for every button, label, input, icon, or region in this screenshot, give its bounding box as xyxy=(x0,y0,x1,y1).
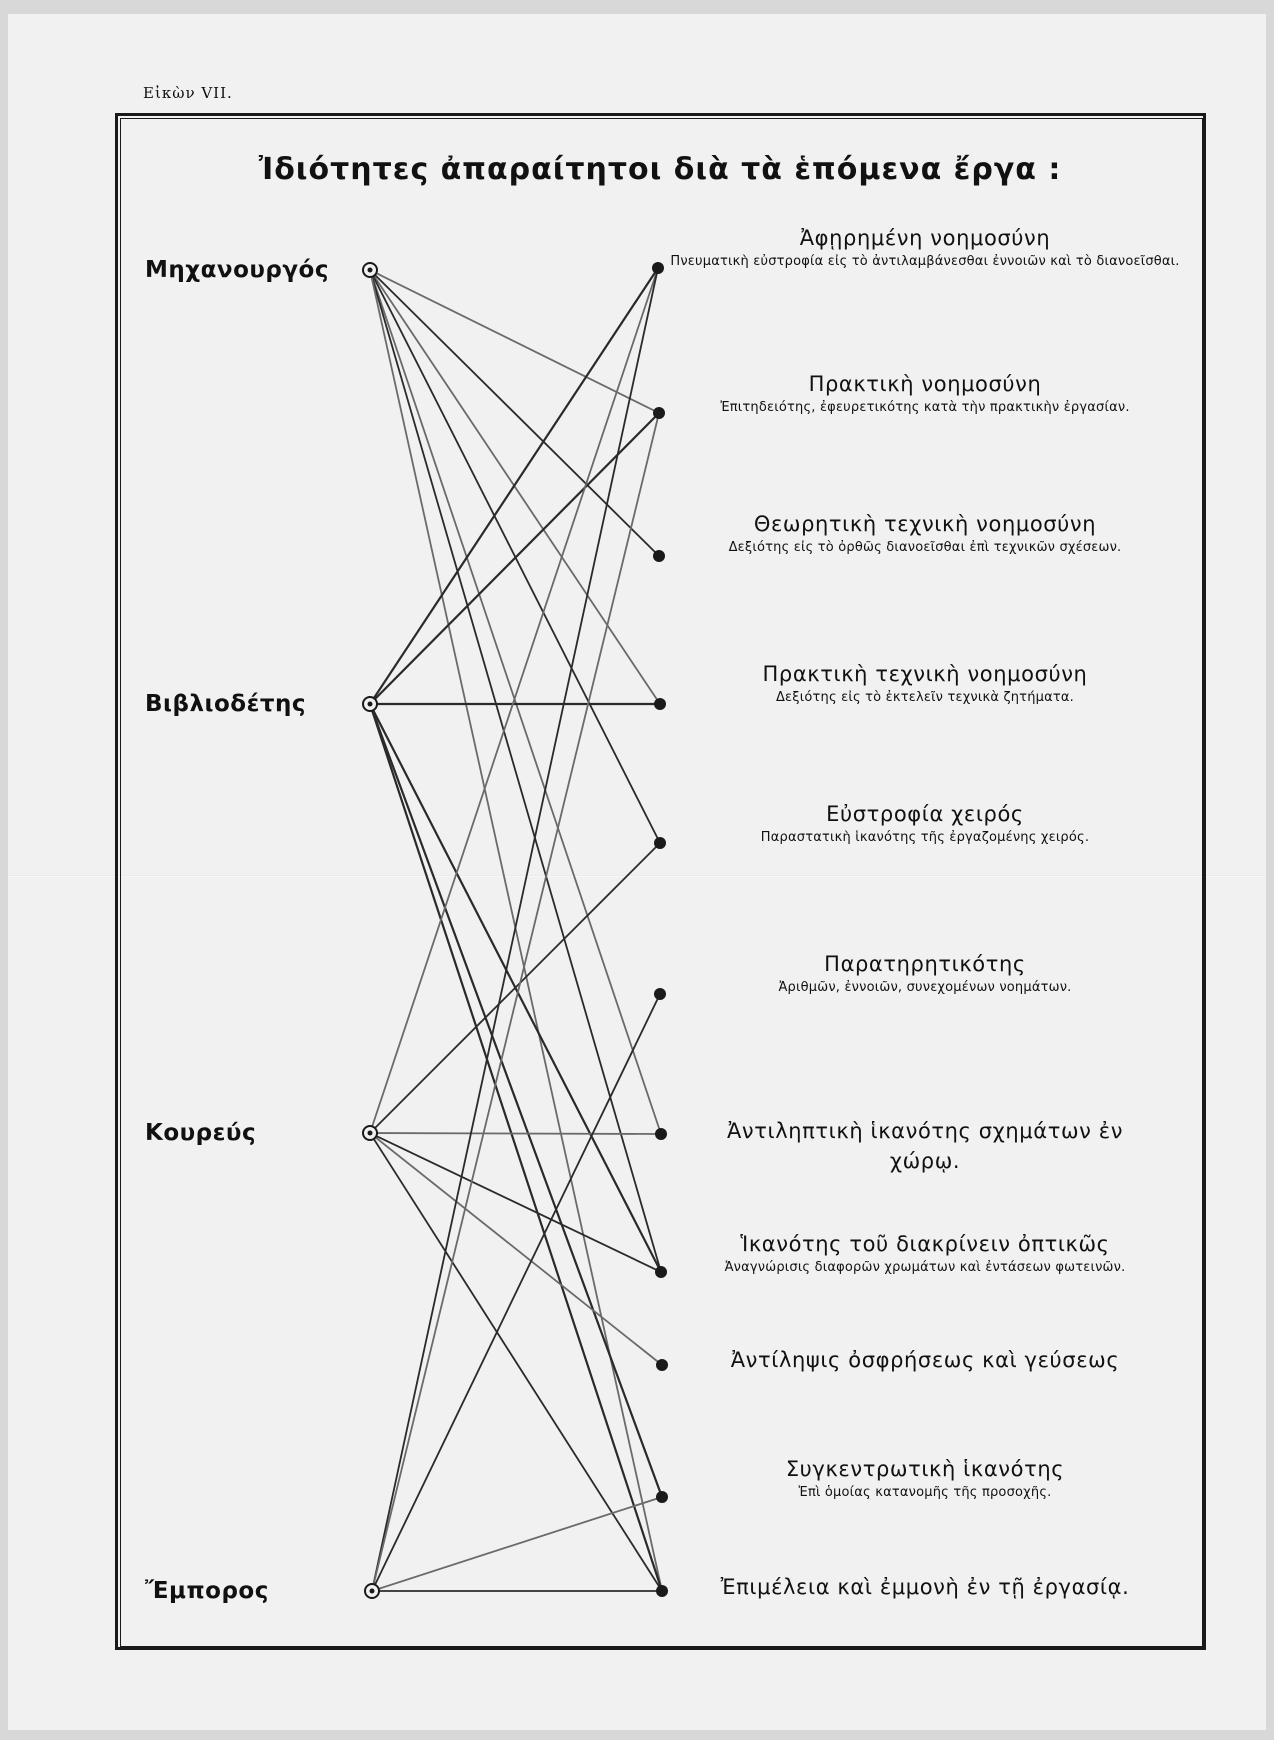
link-job-2-trait-10 xyxy=(370,1133,662,1591)
link-job-1-trait-1 xyxy=(370,413,659,704)
trait-7-desc: Ἀναγνώρισις διαφορῶν χρωμάτων καὶ ἐντάσεων φωτεινῶν. xyxy=(724,1260,1126,1275)
job-node-1 xyxy=(363,697,377,711)
trait-10-name: Ἐπιμέλεια καὶ ἐμμονὴ ἐν τῇ ἐργασίᾳ. xyxy=(720,1575,1130,1599)
trait-node-6 xyxy=(655,1128,667,1140)
trait-3-name: Πρακτικὴ τεχνικὴ νοημοσύνη xyxy=(762,662,1088,686)
trait-5-name: Παρατηρητικότης xyxy=(824,952,1026,976)
trait-node-2 xyxy=(653,550,665,562)
job-label-1: Βιβλιοδέτης xyxy=(145,691,307,717)
link-job-2-trait-4 xyxy=(370,843,660,1133)
figure-label: Εἰκὼν VII. xyxy=(143,84,233,102)
trait-node-10 xyxy=(656,1585,668,1597)
link-job-1-trait-10 xyxy=(370,704,662,1591)
trait-8-name: Ἀντίληψις ὀσφρήσεως καὶ γεύσεως xyxy=(730,1348,1120,1372)
diagram-title: Ἰδιότητες ἀπαραίτητοι διὰ τὰ ἑπόμενα ἔργα : xyxy=(258,152,1062,187)
trait-6-name: Ἀντιληπτικὴ ἱκανότης σχημάτων ἐν χώρῳ. xyxy=(726,1119,1124,1173)
trait-node-4 xyxy=(654,837,666,849)
trait-node-1 xyxy=(653,407,665,419)
job-node-0 xyxy=(363,263,377,277)
trait-9-desc: Ἐπὶ ὁμοίας κατανομῆς τῆς προσοχῆς. xyxy=(798,1485,1052,1500)
link-job-2-trait-8 xyxy=(370,1133,662,1365)
trait-0-name: Ἀφῃρημένη νοημοσύνη xyxy=(799,226,1051,250)
link-job-3-trait-9 xyxy=(372,1497,662,1591)
trait-0-desc: Πνευματικὴ εὐστροφία εἰς τὸ ἀντιλαμβάνεσθαι ἐννοιῶν καὶ τὸ διανοεῖσθαι. xyxy=(670,254,1180,269)
trait-2-name: Θεωρητικὴ τεχνικὴ νοημοσύνη xyxy=(753,512,1097,536)
trait-1-name: Πρακτικὴ νοημοσύνη xyxy=(808,372,1042,396)
trait-node-5 xyxy=(654,988,666,1000)
link-job-1-trait-9 xyxy=(370,704,662,1497)
link-job-2-trait-6 xyxy=(370,1133,661,1134)
trait-4-name: Εὐστροφία χειρός xyxy=(826,802,1024,826)
trait-node-0 xyxy=(652,262,664,274)
trait-node-9 xyxy=(656,1491,668,1503)
link-job-0-trait-2 xyxy=(370,270,659,556)
trait-node-8 xyxy=(656,1359,668,1371)
job-label-3: Ἔμπορος xyxy=(145,1578,269,1604)
trait-3-desc: Δεξιότης εἰς τὸ ἐκτελεῖν τεχνικὰ ζητήματα. xyxy=(775,690,1075,705)
trait-4-desc: Παραστατικὴ ἱκανότης τῆς ἐργαζομένης χειρός. xyxy=(760,830,1090,845)
job-node-3 xyxy=(365,1584,379,1598)
link-job-0-trait-1 xyxy=(370,270,659,413)
trait-node-7 xyxy=(655,1266,667,1278)
job-node-2 xyxy=(363,1126,377,1140)
trait-5-desc: Ἀριθμῶν, ἐννοιῶν, συνεχομένων νοημάτων. xyxy=(778,980,1072,995)
trait-9-name: Συγκεντρωτικὴ ἱκανότης xyxy=(785,1457,1065,1481)
link-job-3-trait-5 xyxy=(372,994,660,1591)
trait-2-desc: Δεξιότης εἰς τὸ ὀρθῶς διανοεῖσθαι ἐπὶ τεχνικῶν σχέσεων. xyxy=(728,540,1122,555)
link-job-3-trait-0 xyxy=(372,268,658,1591)
trait-1-desc: Ἐπιτηδειότης, ἐφευρετικότης κατὰ τὴν πρακτικὴν ἐργασίαν. xyxy=(720,400,1130,415)
link-job-0-trait-7 xyxy=(370,270,661,1272)
job-label-2: Κουρεύς xyxy=(145,1120,257,1146)
trait-7-name: Ἱκανότης τοῦ διακρίνειν ὀπτικῶς xyxy=(740,1232,1110,1256)
job-label-0: Μηχανουργός xyxy=(145,257,329,283)
trait-node-3 xyxy=(654,698,666,710)
link-job-0-trait-10 xyxy=(370,270,662,1591)
